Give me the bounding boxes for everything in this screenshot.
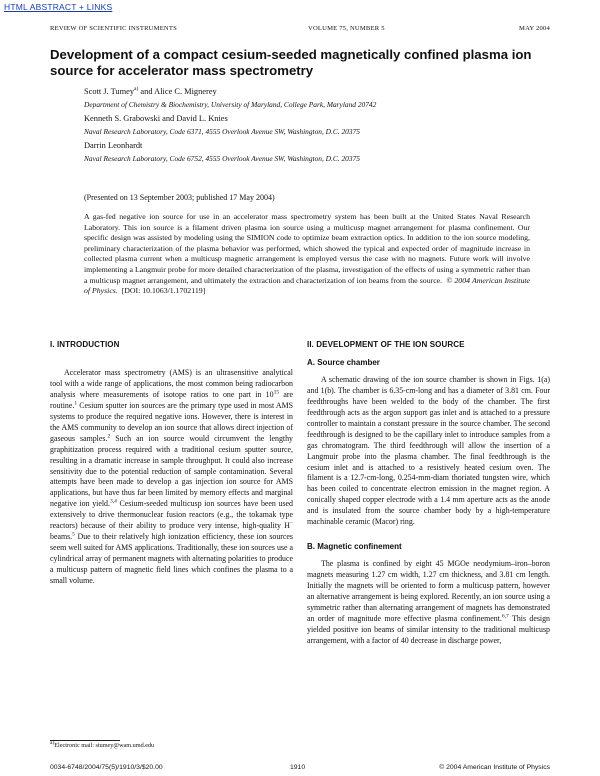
author-line-2: Kenneth S. Grabowski and David L. Knies — [84, 114, 228, 123]
affiliation-2: Naval Research Laboratory, Code 6371, 4555 Overlook Avenue SW, Washington, D.C. 20375 — [84, 127, 360, 136]
author-names: Scott J. Tumey — [84, 87, 135, 96]
page-footer — [50, 764, 550, 774]
section-heading-introduction: I. INTRODUCTION — [50, 340, 120, 349]
abstract-copyright: © 2004 American Institute of Physics. — [84, 275, 530, 296]
left-column — [50, 340, 293, 587]
right-column — [307, 340, 550, 647]
presented-published-dates: (Presented on 13 September 2003; published 17 May 2004) — [84, 193, 275, 202]
citation-6-7[interactable]: 6,7 — [501, 613, 509, 620]
footnote-rule — [50, 740, 120, 741]
author-names-cont: and Alice C. Mignerey — [138, 87, 217, 96]
html-abstract-links[interactable]: HTML ABSTRACT + LINKS — [4, 2, 113, 12]
footnote-mark: a) — [50, 739, 55, 746]
citation-3-4[interactable]: 3,4 — [109, 498, 117, 505]
citation-2[interactable]: 2 — [107, 433, 111, 440]
page-number: 1910 — [290, 764, 306, 771]
subsection-heading-source-chamber: A. Source chamber — [307, 357, 380, 367]
subsection-heading-magnetic-confinement: B. Magnetic confinement — [307, 542, 402, 552]
abstract — [84, 212, 530, 297]
running-head — [50, 25, 550, 37]
footer-copyright: © 2004 American Institute of Physics — [439, 764, 550, 771]
source-chamber-paragraph: A schematic drawing of the ion source chamber is shown in Figs. 1(a) and 1(b). The chamber is 6.35-cm-long and has a diameter of 3.81 cm. Four feedthroughs have been welded to the body of the chamber. The first feedthrough acts as the argon support gas inlet and is attached to a pressure controller to maintain a constant pressure in the source chamber. The second feedthrough is designed to be the capillary inlet to introduce samples from a gas chromatogram. The third feedthrough will allow the insertion of a Langmuir probe into the plasma chamber. The final feedthrough is the cesium inlet and is attached to a resistively heated cesium oven. The filament is a 12.7-cm-long, 0.254-mm-diam thoriated tungsten wire, which has been coiled to concentrate electron emission in the magnet region. A conically shaped copper electrode with a 1.4 mm aperture acts as the anode and is insulated from the source chamber body by a high-temperature machinable ceramic (Macor) ring. — [307, 374, 550, 527]
footnote-text: Electronic mail: stumey@wam.umd.edu — [54, 742, 155, 749]
issue-date: MAY 2004 — [519, 25, 550, 32]
volume-number: VOLUME 75, NUMBER 5 — [308, 25, 385, 32]
author-line-1 — [84, 87, 217, 96]
author-footnote-mark: a) — [134, 86, 139, 93]
author-line-3: Darrin Leonhardt — [84, 141, 143, 150]
section-heading-development: II. DEVELOPMENT OF THE ION SOURCE — [307, 340, 465, 349]
affiliation-1: Department of Chemistry & Biochemistry, University of Maryland, College Park, Maryland 20742 — [84, 100, 377, 109]
footnote — [50, 739, 155, 749]
article-code: 0034-6748/2004/75(5)/1910/3/$20.00 — [50, 764, 163, 771]
affiliation-3: Naval Research Laboratory, Code 6752, 4555 Overlook Avenue SW, Washington, D.C. 20375 — [84, 154, 360, 163]
journal-name: REVIEW OF SCIENTIFIC INSTRUMENTS — [50, 25, 177, 32]
intro-paragraph: Accelerator mass spectrometry (AMS) is an ultrasensitive analytical tool with a wide range of applications, the most common being radiocarbon analysis where measurements of isotope ratios to one part in $10^{15}$ are routine.$^1$ Cesium sputter ion sources are the primary type used in most AMS systems to produce the required negative ions. However, there is interest in the AMS community to develop an ion source that allows direct injection of gaseous samples.$^2$ Such an ion source would circumvent the lengthy graphitization process required with a traditional cesium sputter source, resulting in a dramatic increase in sample throughput. It could also increase sensitivity due to the potential reduction of sample contamination. Several attempts have been made to develop a gas injection ion source for AMS applications, but have thus far been limited by memory effects and marginal negative ion yield.$^{3,4}$ Cesium-seeded multicusp ion sources have been used extensively to drive thermonuclear fusion reactors (e.g., the tokamak type reactors) because of their ability to produce very intense, high-quality H− beams.$^5$ Due to their relatively high ionization efficiency, these ion sources seem well suited for AMS applications. Traditionally, these ion sources use a cylindrical array of permanent magnets with alternating polarities to produce a multicusp pattern of magnetic field lines which confines the plasma to a small volume. — [50, 367, 293, 586]
doi: [DOI: 10.1063/1.1702119] — [121, 286, 206, 296]
abstract-body: A gas-fed negative ion source for use in an accelerator mass spectrometry system has been built at the United States Naval Research Laboratory. This ion source is a filament driven plasma ion source using a multicusp magnet arrangement for plasma confinement. Our specific design was assisted by modeling using the SIMION code to optimize beam extraction optics. In addition to the ion source modeling, preliminary characterization of the plasma behavior was performed, which showed the typical and expected order of magnitude increase in collected plasma current when a multicusp magnetic arrangement is employed versus the case with no magnets. Future work will involve implementing a Langmuir probe for more detailed characterization of the plasma, investigation of the effects of using a symmetric rather than a multicusp magnet arrangement, and ultimately the extraction and characterization of ion beams from the source. — [84, 212, 530, 285]
magnetic-confinement-paragraph: The plasma is confined by eight 45 MGOe neodymium–iron–boron magnets measuring 1.27 cm width, 1.27 cm thickness, and 3.81 cm length. Initially the magnets will be oriented to form a multicusp pattern, however an alternative arrangement is being explored. Recently, an ion source using a symmetric rather than alternating arrangement of magnets has demonstrated an order of magnitude more effective plasma confinement.$^{6,7}$ This design yielded positive ion beams of similar intensity to the traditional multicusp arrangement, with a factor of 40 decrease in discharge power, — [307, 559, 550, 645]
paper-title: Development of a compact cesium-seeded magnetically confined plasma ion source for accelerator mass spectrometry — [50, 47, 532, 78]
citation-1[interactable]: 1 — [74, 400, 78, 407]
citation-5[interactable]: 5 — [72, 531, 75, 538]
